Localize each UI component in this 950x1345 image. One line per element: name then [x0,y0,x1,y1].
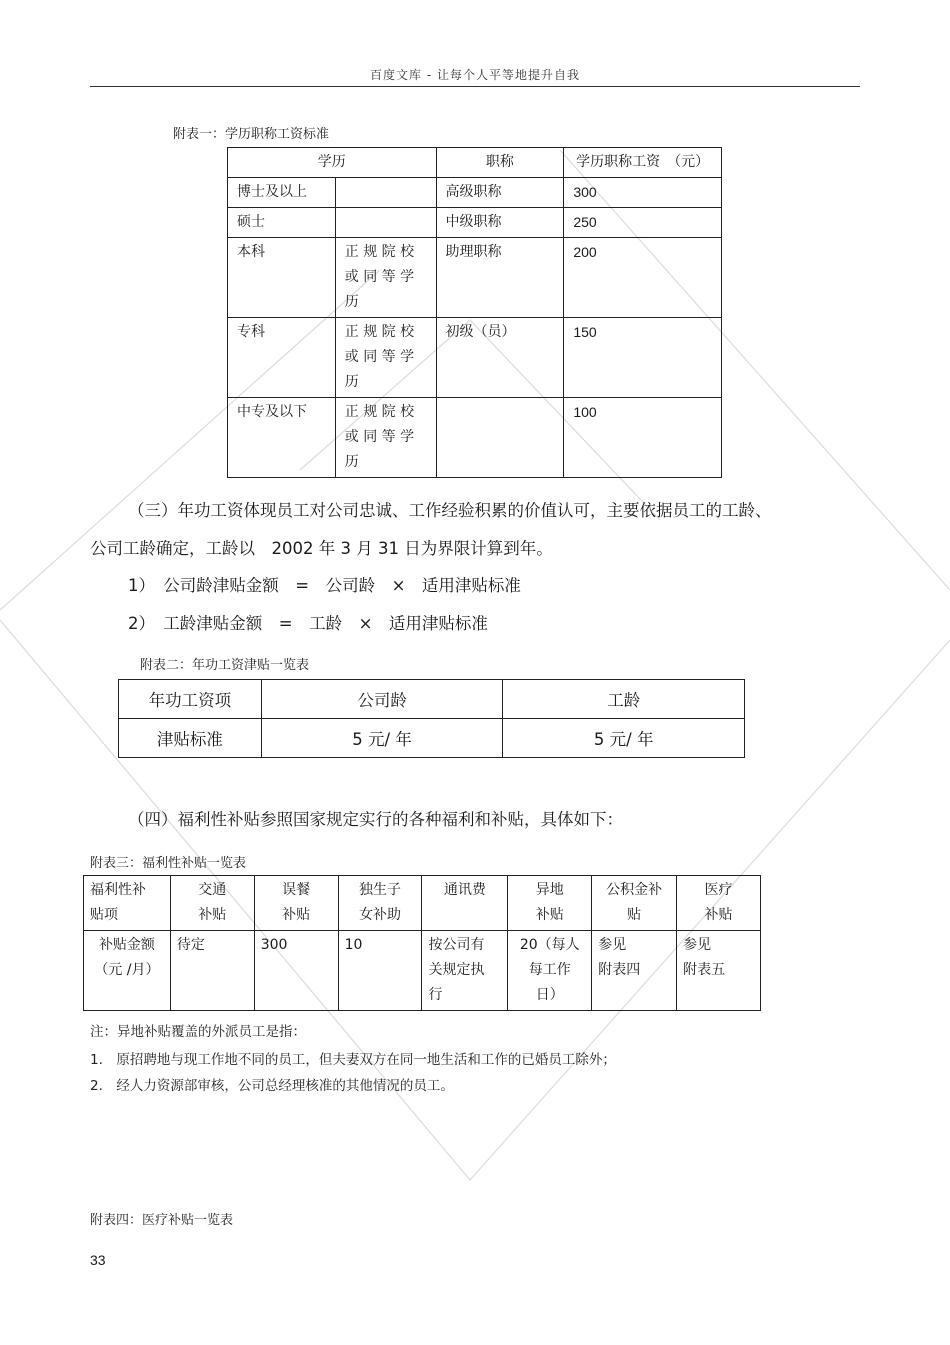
cell-education: 本科 [228,238,336,318]
header-only-child: 独生子 女补助 [338,876,422,931]
header-welfare-item: 福利性补 贴项 [84,876,171,931]
header-company-seniority: 公司龄 [261,680,503,719]
table1-caption: 附表一：学历职称工资标准 [173,127,330,142]
header-education: 学历 [228,148,437,178]
cell-wage: 100 [564,398,722,478]
cell-medical: 参见 附表五 [677,931,761,1011]
cell-title: 高级职称 [436,178,564,208]
cell-title: 助理职称 [436,238,564,318]
note-line: 正 规 院 校 [344,244,415,260]
cell-education: 中专及以下 [228,398,336,478]
table-row [228,398,722,478]
header-remote: 异地 补贴 [508,876,592,931]
table-row [119,719,745,758]
cell-note [335,318,436,398]
cell-education: 博士及以上 [228,178,336,208]
note-item-2: 2. 经人力资源部审核，公司总经理核准的其他情况的员工。 [90,1078,454,1094]
cell-note [335,178,436,208]
header-communication: 通讯费 [422,876,508,931]
table-row [228,208,722,238]
table-header-row [228,148,722,178]
header-housing-fund: 公积金补 贴 [592,876,677,931]
cell-wage: 150 [564,318,722,398]
cell-housing-fund: 参见 附表四 [592,931,677,1011]
cell-communication: 按公司有 关规定执 行 [422,931,508,1011]
header-item: 年功工资项 [119,680,262,719]
cell-transport: 待定 [170,931,254,1011]
seniority-allowance-table [118,679,745,758]
cell-remote: 20（每人 每工作 日） [508,931,592,1011]
cell-wage: 300 [564,178,722,208]
welfare-allowance-table [83,875,761,1011]
table-row [84,931,761,1011]
cell-meal: 300 [254,931,338,1011]
table-row [228,238,722,318]
section3-line2: 公司工龄确定，工龄以 2002 年 3 月 31 日为界限计算到年。 [90,539,553,558]
table3-caption: 附表三：福利性补贴一览表 [90,856,247,871]
cell-note [335,398,436,478]
education-title-wage-table [227,147,722,478]
cell-title: 初级（员） [436,318,564,398]
table-row [228,178,722,208]
cell-wage: 250 [564,208,722,238]
note-title: 注：异地补贴覆盖的外派员工是指： [90,1024,306,1040]
table2-caption: 附表二：年功工资津贴一览表 [140,658,310,673]
note-line: 正 规 院 校 [344,324,415,340]
header-transport: 交通 补贴 [170,876,254,931]
table-row [228,318,722,398]
section3-line1: （三）年功工资体现员工对公司忠诚、工作经验积累的价值认可，主要依据员工的工龄、 [128,501,772,520]
section3-item2: 2） 工龄津贴金额 = 工龄 × 适用津贴标准 [128,614,488,633]
note-item-1: 1. 原招聘地与现工作地不同的员工，但夫妻双方在同一地生活和工作的已婚员工除外； [90,1052,616,1068]
cell-company-rate: 5 元/ 年 [261,719,503,758]
cell-note [335,238,436,318]
note-line: 或 同 等 学 [344,349,415,365]
cell-wage: 200 [564,238,722,318]
table-header-row [84,876,761,931]
cell-title: 中级职称 [436,208,564,238]
header-wage: 学历职称工资 （元） [564,148,722,178]
note-line: 或 同 等 学 [344,429,415,445]
cell-amount-label: 补贴金额 （元 /月） [84,931,171,1011]
header-divider [90,86,860,87]
table4-caption: 附表四：医疗补贴一览表 [90,1213,234,1228]
note-line: 历 [344,294,359,310]
note-line: 正 规 院 校 [344,404,415,420]
cell-education: 硕士 [228,208,336,238]
page-header: 百度文库 - 让每个人平等地提升自我 [370,68,580,82]
cell-education: 专科 [228,318,336,398]
header-medical: 医疗 补贴 [677,876,761,931]
table-header-row [119,680,745,719]
cell-label: 津贴标准 [119,719,262,758]
header-title: 职称 [436,148,564,178]
header-meal: 误餐 补贴 [254,876,338,931]
cell-note [335,208,436,238]
note-line: 历 [344,374,359,390]
cell-title [436,398,564,478]
cell-only-child: 10 [338,931,422,1011]
section3-item1: 1） 公司龄津贴金额 = 公司龄 × 适用津贴标准 [128,576,521,595]
cell-work-rate: 5 元/ 年 [503,719,745,758]
page-number: 33 [90,1252,106,1268]
header-work-seniority: 工龄 [503,680,745,719]
note-line: 历 [344,454,359,470]
section4-text: （四）福利性补贴参照国家规定实行的各种福利和补贴，具体如下： [128,810,623,829]
note-line: 或 同 等 学 [344,269,415,285]
